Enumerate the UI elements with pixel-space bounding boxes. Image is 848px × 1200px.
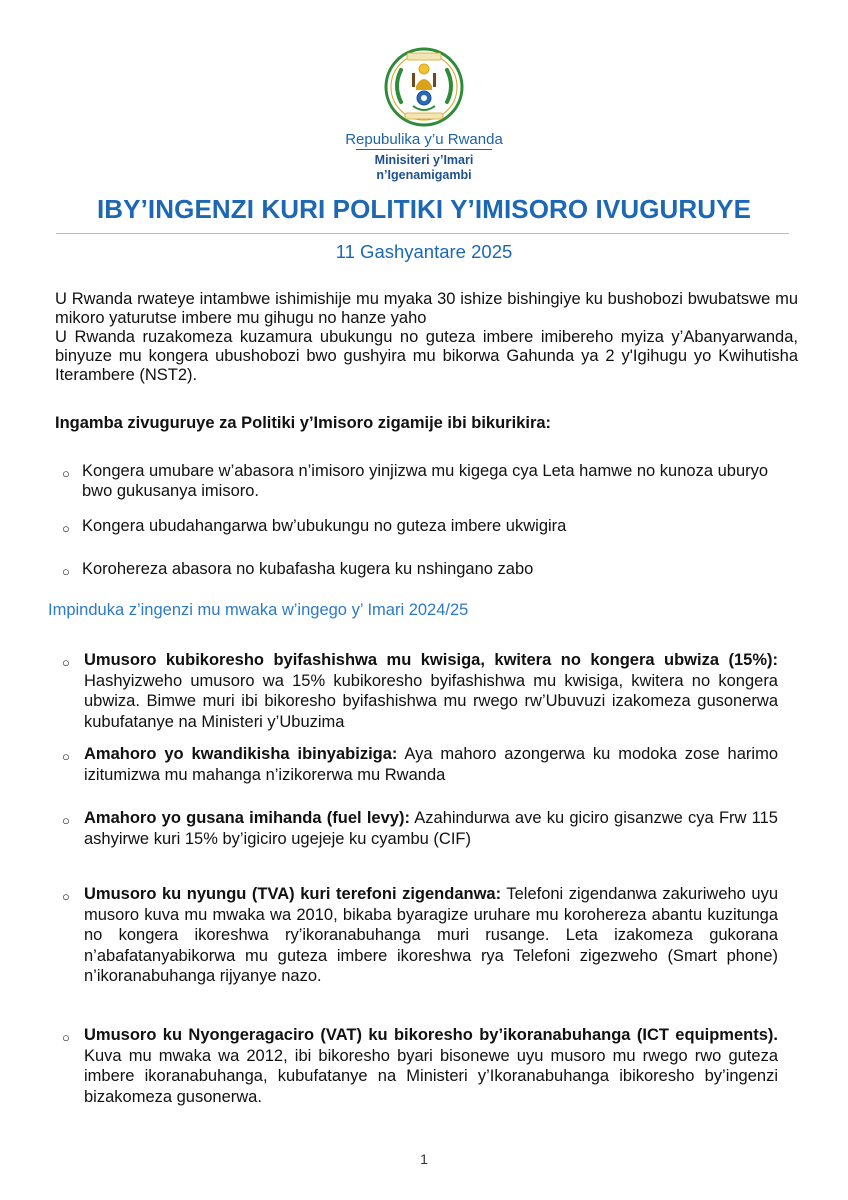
goal-text: Kongera umubare w’abasora n’imisoro yinjizwa mu kigega cya Leta hamwe no kunoza uburyo bwo gukusanya imisoro. (82, 462, 769, 500)
change-item (62, 744, 778, 785)
ministry-name-line1: Minisiteri y’Imari (374, 153, 474, 167)
intro-paragraph-1: U Rwanda rwateye intambwe ishimishije mu myaka 30 ishize bishingiye ku bushobozi bwubatswe mu mikoro yaturutse imbere mu gihugu no hanze yaho (55, 290, 798, 327)
change-item (62, 808, 778, 849)
circle-bullet-icon: ○ (62, 889, 70, 904)
title-divider (56, 233, 789, 234)
change-head: Umusoro kubikoresho byifashishwa mu kwisiga, kwitera no kongera ubwiza (15%): (84, 651, 778, 669)
circle-bullet-icon: ○ (62, 564, 70, 579)
change-item (62, 1025, 778, 1107)
goal-item (62, 559, 802, 579)
goal-text: Korohereza abasora no kubafasha kugera ku nshingano zabo (82, 560, 534, 578)
circle-bullet-icon: ○ (62, 521, 70, 536)
change-item (62, 650, 778, 732)
document-date: 11 Gashyantare 2025 (335, 241, 513, 262)
change-body (62, 650, 778, 732)
org-name: Repubulika y’u Rwanda (345, 131, 503, 148)
change-head: Amahoro yo kwandikisha ibinyabiziga: (84, 745, 398, 763)
intro-paragraph-2: U Rwanda ruzakomeza kuzamura ubukungu no guteza imbere imibereho myiza y’Abanyarwanda, binyuze mu kongera ubushobozi bwo gushyira mu bikorwa Gahunda ya 2 y'Igihugu yo Kwihutisha Iterambere (NST2). (55, 328, 798, 384)
circle-bullet-icon: ○ (62, 813, 70, 828)
change-head: Amahoro yo gusana imihanda (fuel levy): (84, 809, 410, 827)
change-text: Kuva mu mwaka wa 2012, ibi bikoresho byari bisonewe uyu musoro mu rwego rwo guteza imbere ikoranabuhanga, kubufatanye na Ministeri y’Ikoranabuhanga ibikoresho by’ingenzi bizakomeza gusonerwa. (84, 1046, 778, 1106)
goal-text: Kongera ubudahangarwa bw’ubukungu no guteza imbere ukwigira (82, 517, 567, 535)
goal-item (62, 516, 802, 536)
change-text: Telefoni zigendanwa zakuriweho uyu musoro kuva mu mwaka wa 2010, bikaba byaragize uruhare mu korohereza abantu kuzitunga no kongera ikoreshwa ry’ikoranabuhanga muri rusange. Leta izakomeza gukorana n’abafatanyabikorwa mu guteza imbere ikoreshwa rya Telefoni zigezweho (Smart phone) n’ikoranabuhanga rijyanye nazo. (84, 885, 778, 985)
change-text: Azahindurwa ave ku giciro gisanzwe cya Frw 115 ashyirwe kuri 15% by’igiciro ugejeje ku cyambu (CIF) (84, 809, 778, 848)
ministry-name-line2: n’Igenamigambi (376, 168, 472, 182)
change-item (62, 884, 778, 987)
page-number: 1 (420, 1151, 428, 1167)
change-head: Umusoro ku Nyongeragaciro (VAT) ku bikoresho by’ikoranabuhanga (ICT equipments). (84, 1026, 778, 1044)
change-body (62, 744, 778, 785)
goal-item (62, 461, 802, 501)
circle-bullet-icon: ○ (62, 655, 70, 670)
change-text: Aya mahoro azongerwa ku modoka zose harimo izitumizwa mu mahanga n’izikorerwa mu Rwanda (84, 745, 778, 784)
rwanda-coat-of-arms-icon (383, 46, 465, 128)
change-head: Umusoro ku nyungu (TVA) kuri terefoni zigendanwa: (84, 885, 502, 903)
intro-text (55, 290, 798, 385)
changes-heading: Impinduka z’ingenzi mu mwaka w’ingego y’ Imari 2024/25 (48, 601, 469, 619)
change-body (62, 808, 778, 849)
org-divider (356, 149, 492, 150)
change-text: Hashyizweho umusoro wa 15% kubikoresho byifashishwa mu kwisiga, kwitera no kongera ubwiza. Bimwe muri ibi bikoresho byifashishwa mu rwego rw’Ubuvuzi izakomeza gusonerwa kubufatanye na Ministeri y’Ubuzima (84, 671, 778, 731)
circle-bullet-icon: ○ (62, 1030, 70, 1045)
circle-bullet-icon: ○ (62, 466, 70, 481)
circle-bullet-icon: ○ (62, 749, 70, 764)
document-title: IBY’INGENZI KURI POLITIKI Y’IMISORO IVUGURUYE (96, 194, 752, 224)
change-body (62, 1025, 778, 1107)
goals-heading: Ingamba zivuguruye za Politiki y’Imisoro zigamije ibi bikurikira: (55, 414, 552, 432)
change-body (62, 884, 778, 987)
